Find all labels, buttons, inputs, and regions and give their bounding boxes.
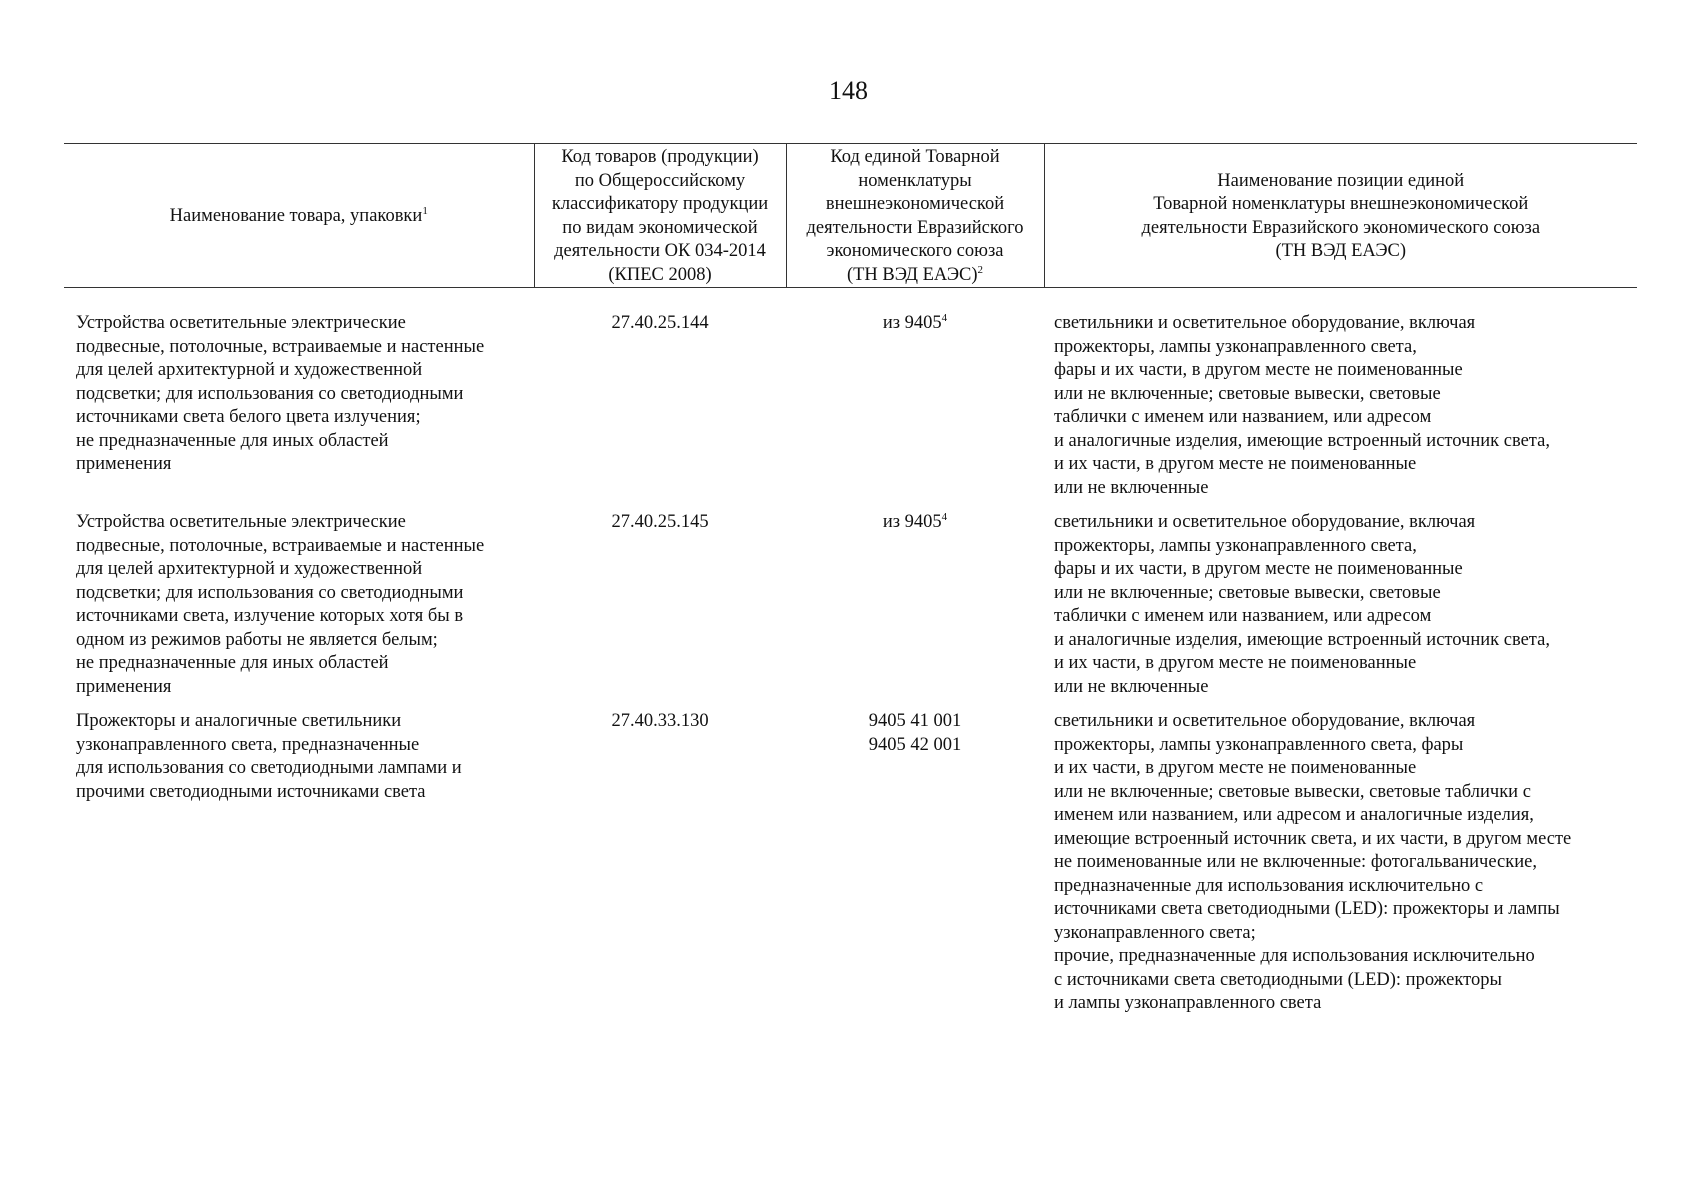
footnote-marker: 1	[422, 204, 428, 217]
table-row	[64, 699, 1637, 1016]
goods-name-cell: Прожекторы и аналогичные светильники узконаправленного света, предназначенные для использования со светодиодными лампами и прочими светодиодными источниками света	[76, 711, 462, 802]
footnote-marker: 4	[941, 312, 948, 324]
table-body	[64, 288, 1637, 1016]
okpd-code-cell: 27.40.25.145	[611, 512, 709, 532]
header-goods-name-text: Наименование товара, упаковки	[169, 205, 423, 226]
header-tnved-name-text: Наименование позиции единой Товарной номенклатуры внешнеэкономической деятельности Евразийского экономического союза (ТН ВЭД ЕАЭС)	[1141, 170, 1541, 261]
tnved-name-cell: светильники и осветительное оборудование, включая прожекторы, лампы узконаправленного света, фары и их части, в другом месте не поименованные или не включенные; световые вывески, световые таблички с именем или названием, или адресом и аналогичные изделия, имеющие встроенный источник света, и их части, в другом месте не поименованные или не включенные: фотогальванические, предназначенные для использования исключительно с источниками света светодиодными (LED): прожекторы и лампы узконаправленного света; прочие, предназначенные для использования исключительно с источниками света светодиодными (LED): прожекторы и лампы узконаправленного света	[1054, 711, 1572, 1013]
goods-name-cell: Устройства осветительные электрические подвесные, потолочные, встраиваемые и настенные для целей архитектурной и художественной подсветки; для использования со светодиодными источниками света белого цвета излучения; не предназначенные для иных областей применения	[76, 313, 485, 474]
tnved-name-cell: светильники и осветительное оборудование, включая прожекторы, лампы узконаправленного света, фары и их части, в другом месте не поименованные или не включенные; световые вывески, световые таблички с именем или названием, или адресом и аналогичные изделия, имеющие встроенный источник света, и их части, в другом месте не поименованные или не включенные	[1054, 512, 1550, 697]
header-tnved-name	[1044, 144, 1637, 288]
okpd-code-cell: 27.40.33.130	[611, 711, 709, 731]
table-row	[64, 500, 1637, 699]
tnved-code-cell	[786, 288, 1044, 501]
tnved-code-text: из 9405	[882, 313, 942, 333]
header-tnved-code-text: Код единой Товарной номенклатуры внешнеэкономической деятельности Евразийского экономического союза (ТН ВЭД ЕАЭС)	[806, 147, 1024, 285]
header-tnved-code	[786, 144, 1044, 288]
okpd-code-cell: 27.40.25.144	[611, 313, 709, 333]
table-row	[64, 288, 1637, 501]
tnved-code-text: 9405 41 001 9405 42 001	[868, 711, 962, 755]
tnved-name-cell: светильники и осветительное оборудование, включая прожекторы, лампы узконаправленного света, фары и их части, в другом месте не поименованные или не включенные; световые вывески, световые таблички с именем или названием, или адресом и аналогичные изделия, имеющие встроенный источник света, и их части, в другом месте не поименованные или не включенные	[1054, 313, 1550, 498]
footnote-marker: 2	[977, 263, 984, 276]
goods-name-cell: Устройства осветительные электрические подвесные, потолочные, встраиваемые и настенные для целей архитектурной и художественной подсветки; для использования со светодиодными источниками света, излучение которых хотя бы в одном из режимов работы не является белым; не предназначенные для иных областей применения	[76, 512, 485, 697]
table-header	[64, 144, 1637, 288]
header-okpd-code-text: Код товаров (продукции) по Общероссийскому классификатору продукции по видам экономической деятельности ОК 034-2014 (КПЕС 2008)	[551, 147, 769, 285]
header-goods-name	[64, 144, 534, 288]
header-okpd-code	[534, 144, 786, 288]
tnved-code-cell	[786, 699, 1044, 1016]
tnved-code-text: из 9405	[882, 512, 942, 532]
goods-table	[64, 143, 1637, 1016]
page-number: 148	[829, 76, 868, 105]
footnote-marker: 4	[941, 511, 948, 523]
header-row	[64, 144, 1637, 288]
tnved-code-cell	[786, 500, 1044, 699]
